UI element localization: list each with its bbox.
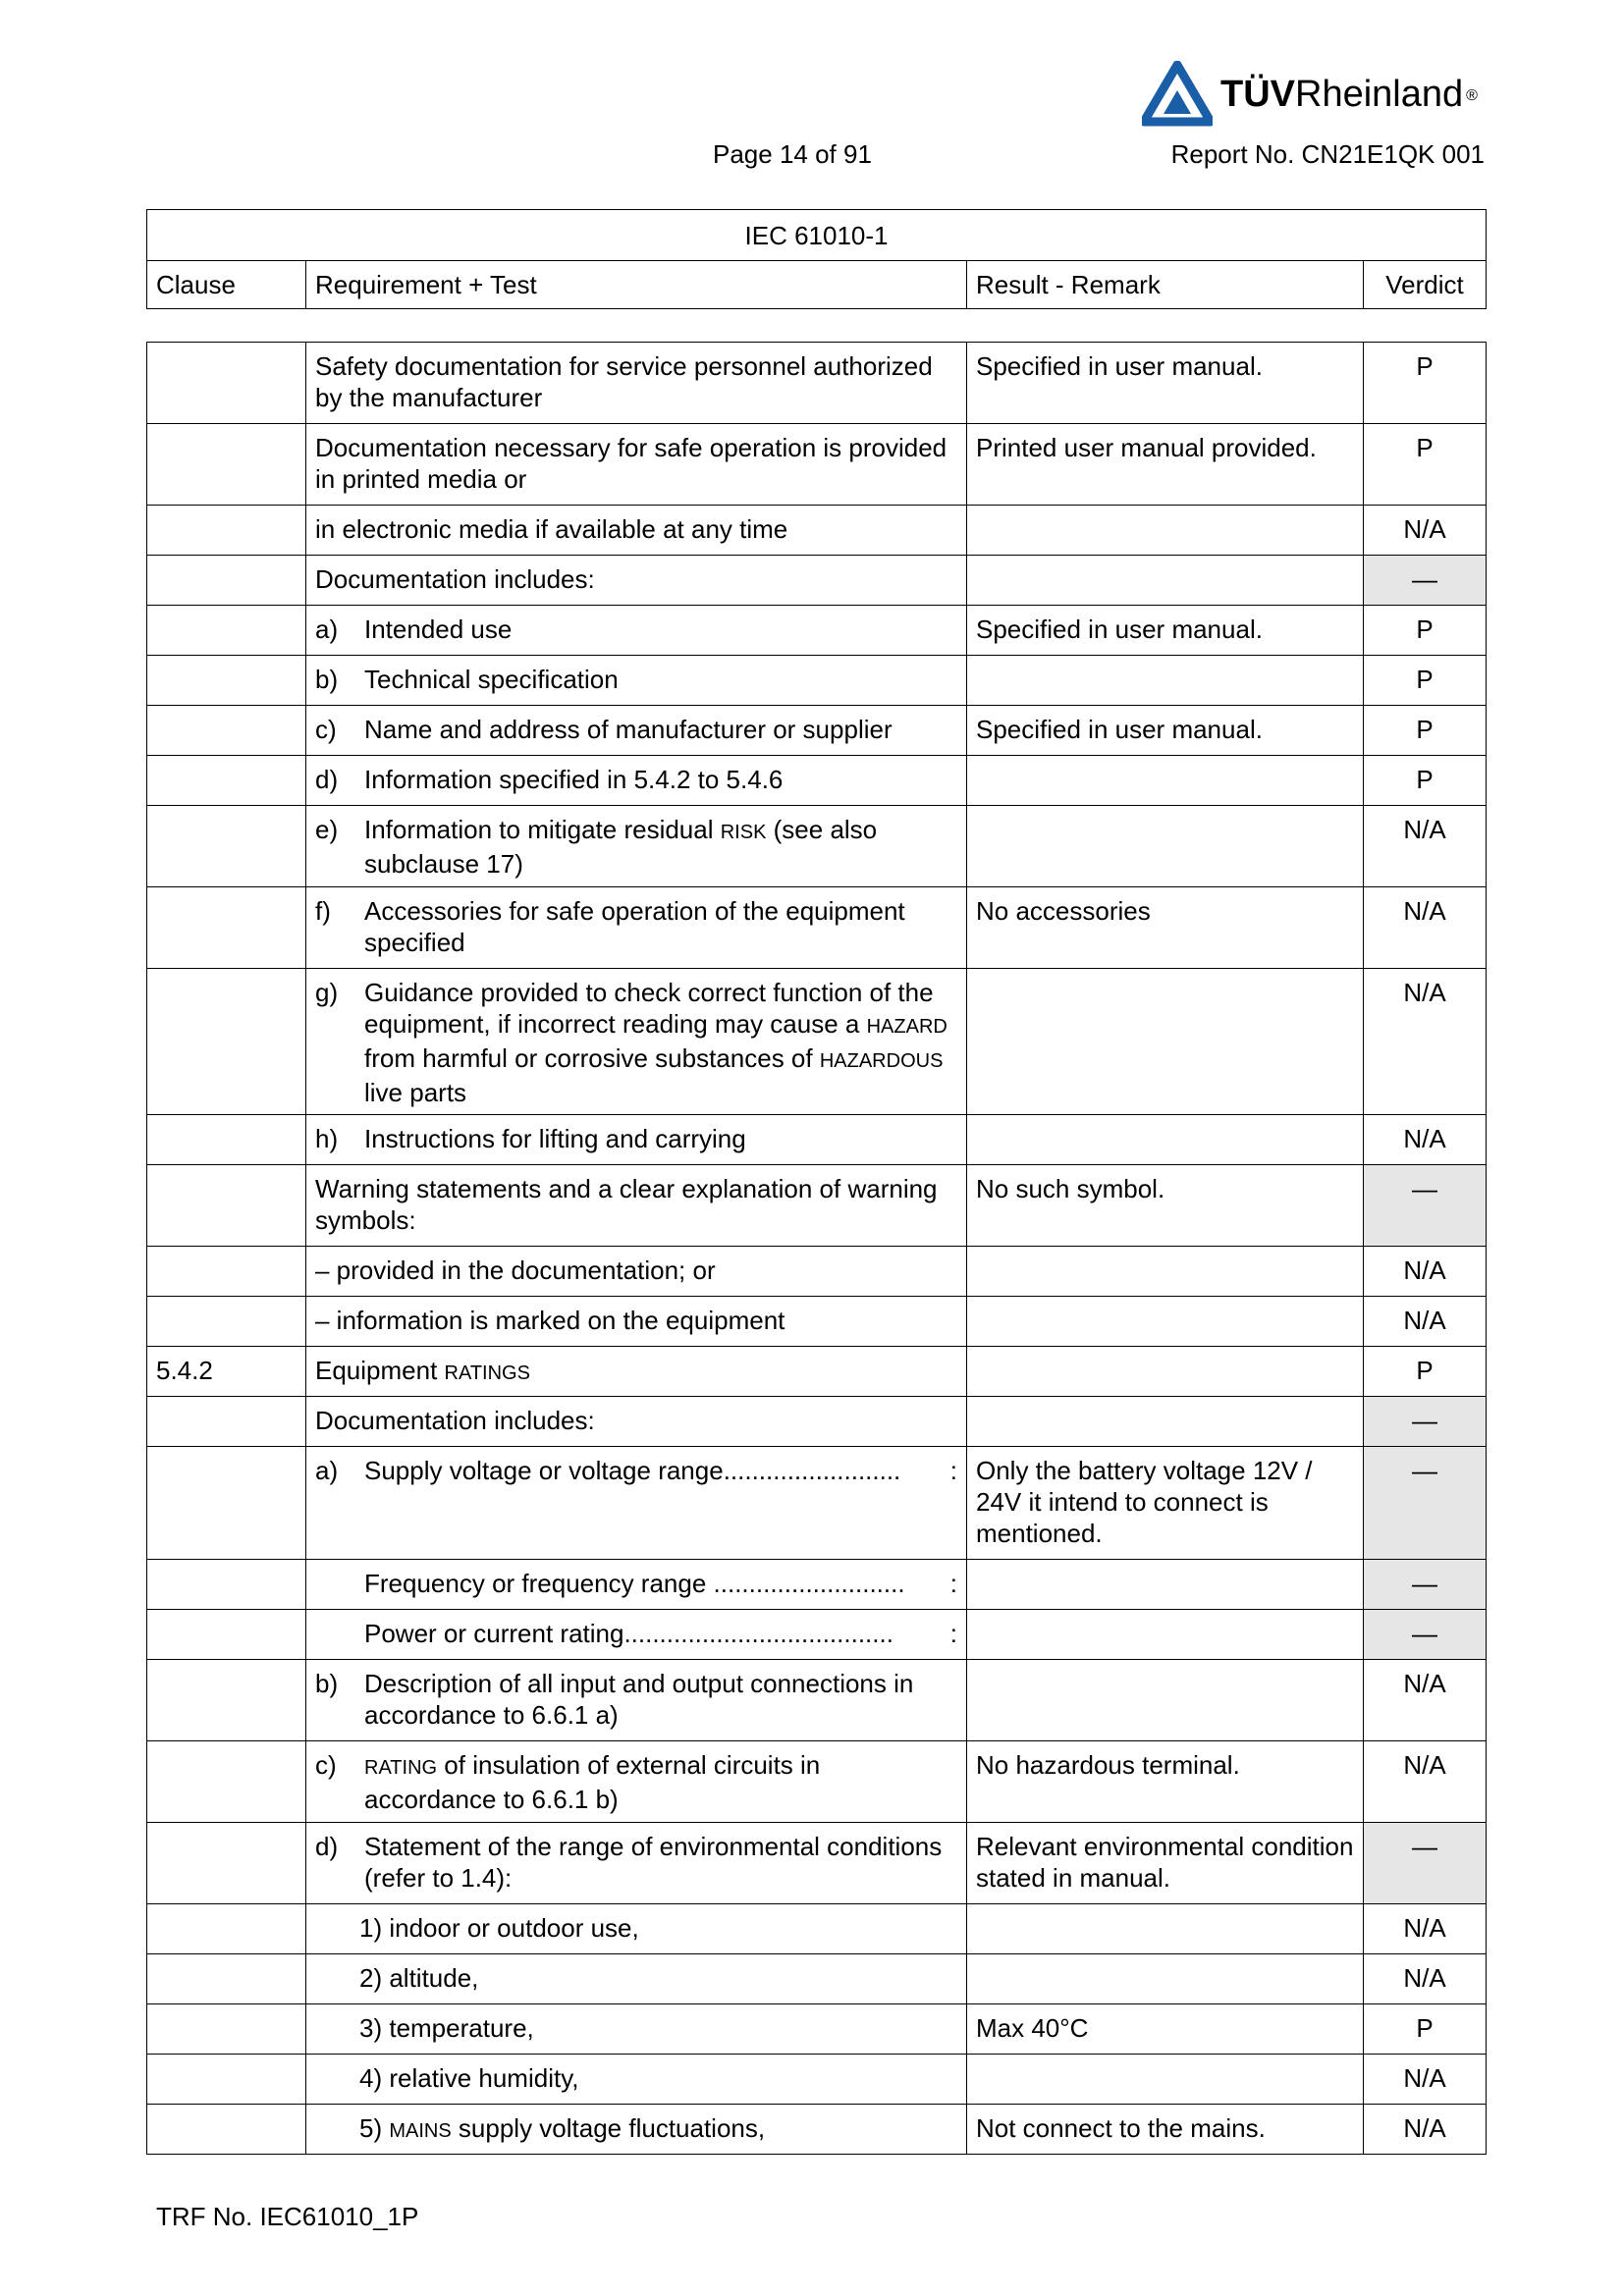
item-label: a) <box>315 1456 339 1485</box>
verdict-cell: N/A <box>1364 1115 1487 1165</box>
result-cell <box>967 556 1364 606</box>
table-row <box>147 343 1487 424</box>
requirement-cell: Documentation necessary for safe operation is provided in printed media or <box>306 424 967 506</box>
clause-cell <box>147 1741 306 1823</box>
item-text: 3) temperature, <box>359 2013 534 2043</box>
verdict-cell: P <box>1364 756 1487 806</box>
item-label: d) <box>315 765 339 794</box>
result-cell: Printed user manual provided. <box>967 424 1364 506</box>
result-cell <box>967 969 1364 1115</box>
clause-cell <box>147 424 306 506</box>
verdict-cell: N/A <box>1364 806 1487 887</box>
clause-cell <box>147 606 306 656</box>
requirement-cell <box>306 2055 967 2105</box>
table-row <box>147 1741 1487 1823</box>
result-cell <box>967 506 1364 556</box>
clause-cell <box>147 506 306 556</box>
verdict-cell: P <box>1364 343 1487 424</box>
verdict-cell: P <box>1364 706 1487 756</box>
triangle-logo-icon <box>1142 61 1213 128</box>
requirement-cell <box>306 969 967 1115</box>
verdict-cell: N/A <box>1364 1247 1487 1297</box>
item-label: a) <box>315 614 339 644</box>
result-cell <box>967 2055 1364 2105</box>
requirement-cell <box>306 606 967 656</box>
result-cell: Max 40°C <box>967 2004 1364 2055</box>
result-cell <box>967 1397 1364 1447</box>
result-cell <box>967 1954 1364 2004</box>
result-cell: Not connect to the mains. <box>967 2105 1364 2155</box>
item-text: Instructions for lifting and carrying <box>364 1124 746 1153</box>
verdict-cell: — <box>1364 1823 1487 1904</box>
item-text: 4) relative humidity, <box>359 2063 579 2093</box>
clause-cell <box>147 1247 306 1297</box>
item-text: 1) indoor or outdoor use, <box>359 1913 639 1943</box>
clause-cell <box>147 1397 306 1447</box>
item-text: Frequency or frequency range ........................... <box>364 1569 905 1598</box>
item-text: Supply voltage or voltage range......................... <box>364 1456 901 1485</box>
requirement-cell: Safety documentation for service personnel authorized by the manufacturer <box>306 343 967 424</box>
clause-cell <box>147 1610 306 1660</box>
item-text: 5) MAINS supply voltage fluctuations, <box>359 2113 766 2143</box>
table-header <box>146 209 1487 309</box>
item-colon: : <box>949 1619 957 1648</box>
clause-cell <box>147 1660 306 1741</box>
table-row <box>147 656 1487 706</box>
clause-cell <box>147 2055 306 2105</box>
item-text: RATING of insulation of external circuits in accordance to 6.6.1 b) <box>364 1750 821 1814</box>
result-cell <box>967 1660 1364 1741</box>
item-label: b) <box>315 665 339 694</box>
requirement-cell <box>306 2105 967 2155</box>
verdict-cell: P <box>1364 424 1487 506</box>
item-text: Information specified in 5.4.2 to 5.4.6 <box>364 765 784 794</box>
clause-cell <box>147 806 306 887</box>
clause-cell <box>147 969 306 1115</box>
tuv-rheinland-logo <box>1142 61 1486 128</box>
item-text: 2) altitude, <box>359 1963 479 1993</box>
requirements-table <box>146 342 1487 2155</box>
verdict-cell: N/A <box>1364 1904 1487 1954</box>
verdict-cell: N/A <box>1364 506 1487 556</box>
clause-cell <box>147 2004 306 2055</box>
trf-number: TRF No. IEC61010_1P <box>156 2202 419 2231</box>
clause-cell <box>147 756 306 806</box>
requirement-cell <box>306 706 967 756</box>
col-requirement-header: Requirement + Test <box>306 261 967 309</box>
table-row <box>147 1397 1487 1447</box>
item-text: Power or current rating...................................... <box>364 1619 893 1648</box>
table-row <box>147 1904 1487 1954</box>
result-cell <box>967 1347 1364 1397</box>
requirement-cell: – information is marked on the equipment <box>306 1297 967 1347</box>
verdict-cell: P <box>1364 2004 1487 2055</box>
requirement-cell <box>306 1954 967 2004</box>
result-cell <box>967 656 1364 706</box>
result-cell <box>967 1247 1364 1297</box>
item-label: e) <box>315 815 339 844</box>
verdict-cell: P <box>1364 656 1487 706</box>
item-label: d) <box>315 1832 339 1861</box>
table-row <box>147 1165 1487 1247</box>
table-row <box>147 606 1487 656</box>
item-text: Guidance provided to check correct function of the equipment, if incorrect reading may cause a HAZARD from harmful or corrosive substances of HAZARDOUS live parts <box>364 978 947 1107</box>
result-cell: Specified in user manual. <box>967 606 1364 656</box>
verdict-cell: N/A <box>1364 1741 1487 1823</box>
item-text: Accessories for safe operation of the equipment specified <box>364 896 905 957</box>
table-row <box>147 1610 1487 1660</box>
verdict-cell: P <box>1364 606 1487 656</box>
table-row <box>147 969 1487 1115</box>
requirement-cell <box>306 806 967 887</box>
verdict-cell: N/A <box>1364 887 1487 969</box>
item-text: Name and address of manufacturer or supplier <box>364 715 893 744</box>
table-row <box>147 1660 1487 1741</box>
clause-cell <box>147 1115 306 1165</box>
table-row <box>147 2055 1487 2105</box>
requirement-cell <box>306 1904 967 1954</box>
requirement-cell <box>306 1447 967 1560</box>
item-text: Technical specification <box>364 665 619 694</box>
logo-wordmark: TÜVRheinland ® <box>1220 74 1478 115</box>
item-text: Intended use <box>364 614 513 644</box>
verdict-cell: N/A <box>1364 1297 1487 1347</box>
result-cell: No accessories <box>967 887 1364 969</box>
col-result-header: Result - Remark <box>967 261 1364 309</box>
requirement-cell: Equipment RATINGS <box>306 1347 967 1397</box>
table-row <box>147 1823 1487 1904</box>
registered-mark: ® <box>1466 87 1478 104</box>
item-label: c) <box>315 715 337 744</box>
result-cell <box>967 1610 1364 1660</box>
table-row <box>147 1297 1487 1347</box>
result-cell: Specified in user manual. <box>967 706 1364 756</box>
requirement-cell <box>306 1660 967 1741</box>
item-label: f) <box>315 896 331 926</box>
clause-cell <box>147 656 306 706</box>
result-cell <box>967 1904 1364 1954</box>
requirement-cell <box>306 756 967 806</box>
table-row <box>147 424 1487 506</box>
clause-cell <box>147 2105 306 2155</box>
requirement-cell: – provided in the documentation; or <box>306 1247 967 1297</box>
table-row <box>147 556 1487 606</box>
clause-cell <box>147 1954 306 2004</box>
requirement-cell <box>306 1741 967 1823</box>
result-cell: No such symbol. <box>967 1165 1364 1247</box>
verdict-cell: N/A <box>1364 2055 1487 2105</box>
item-label: h) <box>315 1124 339 1153</box>
verdict-cell: N/A <box>1364 1954 1487 2004</box>
clause-cell <box>147 706 306 756</box>
requirement-cell <box>306 1560 967 1610</box>
clause-cell <box>147 1165 306 1247</box>
clause-cell <box>147 343 306 424</box>
result-cell <box>967 756 1364 806</box>
requirement-cell: Documentation includes: <box>306 1397 967 1447</box>
verdict-cell: N/A <box>1364 969 1487 1115</box>
table-row <box>147 2105 1487 2155</box>
clause-cell <box>147 1447 306 1560</box>
report-number: Report No. CN21E1QK 001 <box>1170 139 1485 169</box>
result-cell: Relevant environmental condition stated in manual. <box>967 1823 1364 1904</box>
verdict-cell: — <box>1364 556 1487 606</box>
requirement-cell <box>306 1823 967 1904</box>
table-row <box>147 1247 1487 1297</box>
clause-cell <box>147 1823 306 1904</box>
item-colon: : <box>949 1569 957 1598</box>
result-cell: Only the battery voltage 12V / 24V it intend to connect is mentioned. <box>967 1447 1364 1560</box>
item-colon: : <box>949 1456 957 1485</box>
clause-cell <box>147 1297 306 1347</box>
item-text: Statement of the range of environmental conditions (refer to 1.4): <box>364 1832 943 1893</box>
verdict-cell: — <box>1364 1397 1487 1447</box>
item-text: Information to mitigate residual RISK (see also subclause 17) <box>364 815 878 879</box>
item-label: b) <box>315 1669 339 1698</box>
result-cell <box>967 1560 1364 1610</box>
result-cell: Specified in user manual. <box>967 343 1364 424</box>
requirement-cell <box>306 656 967 706</box>
item-label: c) <box>315 1750 337 1780</box>
verdict-cell: P <box>1364 1347 1487 1397</box>
requirement-cell <box>306 1610 967 1660</box>
col-clause-header: Clause <box>147 261 306 309</box>
clause-cell: 5.4.2 <box>147 1347 306 1397</box>
verdict-cell: — <box>1364 1610 1487 1660</box>
table-row <box>147 2004 1487 2055</box>
requirement-cell <box>306 887 967 969</box>
verdict-cell: — <box>1364 1165 1487 1247</box>
clause-cell <box>147 887 306 969</box>
requirement-cell: Documentation includes: <box>306 556 967 606</box>
result-cell <box>967 1115 1364 1165</box>
requirement-cell <box>306 1115 967 1165</box>
table-row <box>147 1115 1487 1165</box>
item-text: Description of all input and output connections in accordance to 6.6.1 a) <box>364 1669 914 1730</box>
clause-cell <box>147 1560 306 1610</box>
verdict-cell: N/A <box>1364 1660 1487 1741</box>
result-cell <box>967 806 1364 887</box>
verdict-cell: — <box>1364 1447 1487 1560</box>
clause-cell <box>147 1904 306 1954</box>
table-row <box>147 1347 1487 1397</box>
page-number: Page 14 of 91 <box>713 139 872 169</box>
table-row <box>147 806 1487 887</box>
clause-cell <box>147 556 306 606</box>
requirement-cell <box>306 2004 967 2055</box>
result-cell: No hazardous terminal. <box>967 1741 1364 1823</box>
table-row <box>147 706 1487 756</box>
requirement-cell: Warning statements and a clear explanation of warning symbols: <box>306 1165 967 1247</box>
standard-title: IEC 61010-1 <box>147 210 1487 261</box>
table-row <box>147 887 1487 969</box>
table-row <box>147 756 1487 806</box>
verdict-cell: N/A <box>1364 2105 1487 2155</box>
col-verdict-header: Verdict <box>1364 261 1487 309</box>
requirement-cell: in electronic media if available at any time <box>306 506 967 556</box>
table-row <box>147 1954 1487 2004</box>
table-row <box>147 506 1487 556</box>
item-label: g) <box>315 978 339 1007</box>
verdict-cell: — <box>1364 1560 1487 1610</box>
table-row <box>147 1560 1487 1610</box>
result-cell <box>967 1297 1364 1347</box>
table-row <box>147 1447 1487 1560</box>
